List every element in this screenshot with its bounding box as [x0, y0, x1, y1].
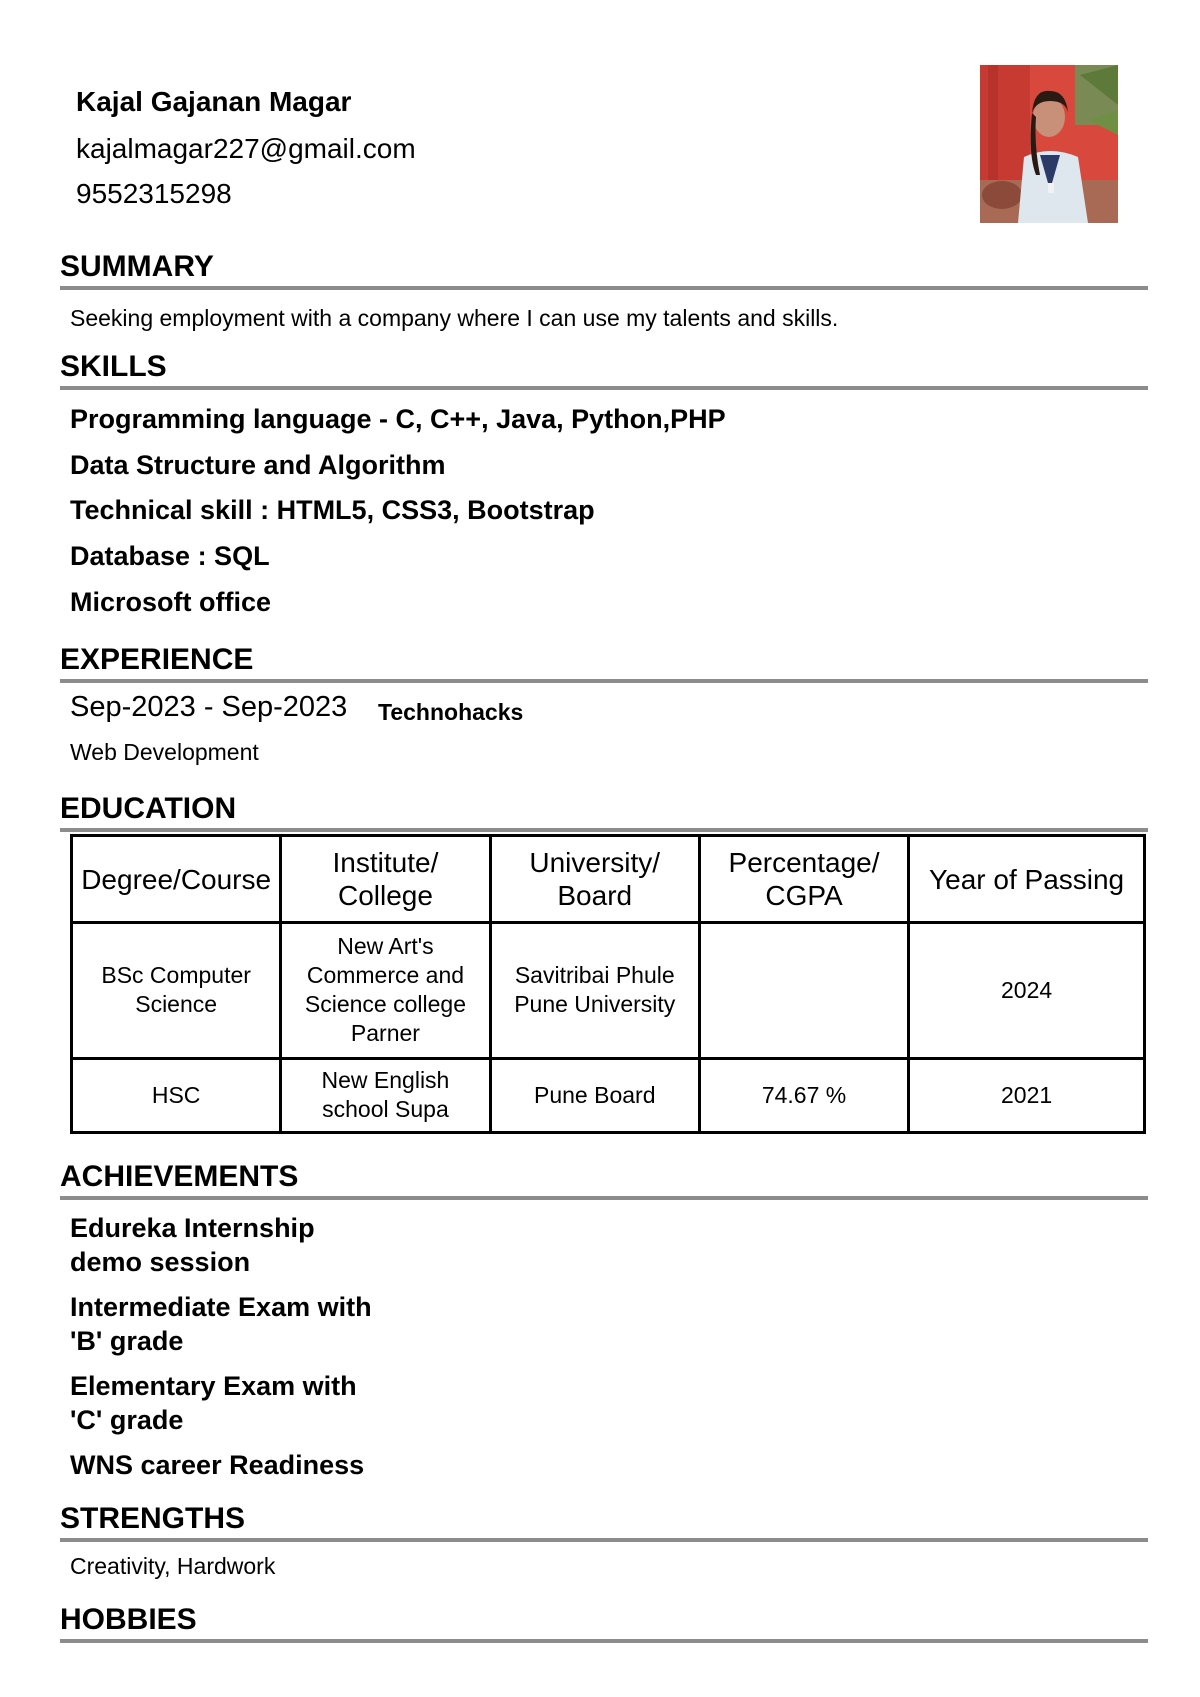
skill-item: Database : SQL	[70, 541, 270, 571]
education-cell: Pune Board	[492, 1060, 698, 1131]
experience-heading: EXPERIENCE	[60, 643, 254, 676]
table-row	[73, 924, 1143, 1057]
education-header-cell: University/ Board	[492, 837, 698, 921]
education-table	[70, 834, 1146, 1134]
skills-section	[60, 350, 1148, 390]
candidate-name: Kajal Gajanan Magar	[76, 86, 352, 117]
education-cell: BSc Computer Science	[73, 924, 279, 1057]
skills-divider	[60, 386, 1148, 390]
experience-role: Web Development	[70, 739, 259, 765]
experience-company: Technohacks	[378, 699, 524, 725]
education-cell: New Art's Commerce and Science college Parner	[282, 924, 488, 1057]
education-cell: Savitribai Phule Pune University	[492, 924, 698, 1057]
education-header-cell: Degree/Course	[73, 837, 279, 921]
skill-item: Data Structure and Algorithm	[70, 450, 446, 480]
strengths-divider	[60, 1538, 1148, 1542]
experience-divider	[60, 679, 1148, 683]
skills-heading: SKILLS	[60, 350, 167, 383]
achievements-divider	[60, 1196, 1148, 1200]
skill-item: Technical skill : HTML5, CSS3, Bootstrap	[70, 495, 595, 525]
education-cell: 74.67 %	[701, 1060, 907, 1131]
summary-heading: SUMMARY	[60, 250, 214, 283]
achievements-section	[60, 1160, 1148, 1200]
candidate-phone: 9552315298	[76, 178, 232, 209]
strengths-section	[60, 1502, 1148, 1542]
achievement-item: Intermediate Exam with 'B' grade	[70, 1292, 372, 1356]
education-header-cell: Percentage/ CGPA	[701, 837, 907, 921]
education-cell	[701, 924, 907, 1057]
candidate-email[interactable]: kajalmagar227@gmail.com	[76, 133, 416, 164]
education-divider	[60, 828, 1148, 832]
education-header-cell: Institute/ College	[282, 837, 488, 921]
hobbies-section	[60, 1603, 1148, 1643]
achievement-item: WNS career Readiness	[70, 1450, 365, 1480]
skill-item: Microsoft office	[70, 587, 272, 617]
achievement-item: Elementary Exam with 'C' grade	[70, 1371, 357, 1435]
hobbies-divider	[60, 1639, 1148, 1643]
achievements-heading: ACHIEVEMENTS	[60, 1160, 299, 1193]
experience-dates: Sep-2023 - Sep-2023	[70, 691, 348, 723]
hobbies-heading: HOBBIES	[60, 1603, 197, 1636]
profile-photo	[980, 65, 1118, 223]
skill-item: Programming language - C, C++, Java, Python,PHP	[70, 404, 726, 434]
education-header-row	[73, 837, 1143, 921]
education-section	[60, 792, 1148, 832]
education-cell: New English school Supa	[282, 1060, 488, 1131]
education-header-cell: Year of Passing	[910, 837, 1143, 921]
achievement-item: Edureka Internship demo session	[70, 1213, 315, 1277]
strengths-text: Creativity, Hardwork	[70, 1553, 276, 1579]
summary-divider	[60, 286, 1148, 290]
education-cell: 2021	[910, 1060, 1143, 1131]
experience-section	[60, 643, 1148, 683]
table-row	[73, 1060, 1143, 1131]
education-cell: HSC	[73, 1060, 279, 1131]
summary-section	[60, 250, 1148, 290]
strengths-heading: STRENGTHS	[60, 1502, 246, 1535]
summary-text: Seeking employment with a company where I can use my talents and skills.	[70, 305, 839, 331]
education-cell: 2024	[910, 924, 1143, 1057]
education-heading: EDUCATION	[60, 792, 237, 825]
